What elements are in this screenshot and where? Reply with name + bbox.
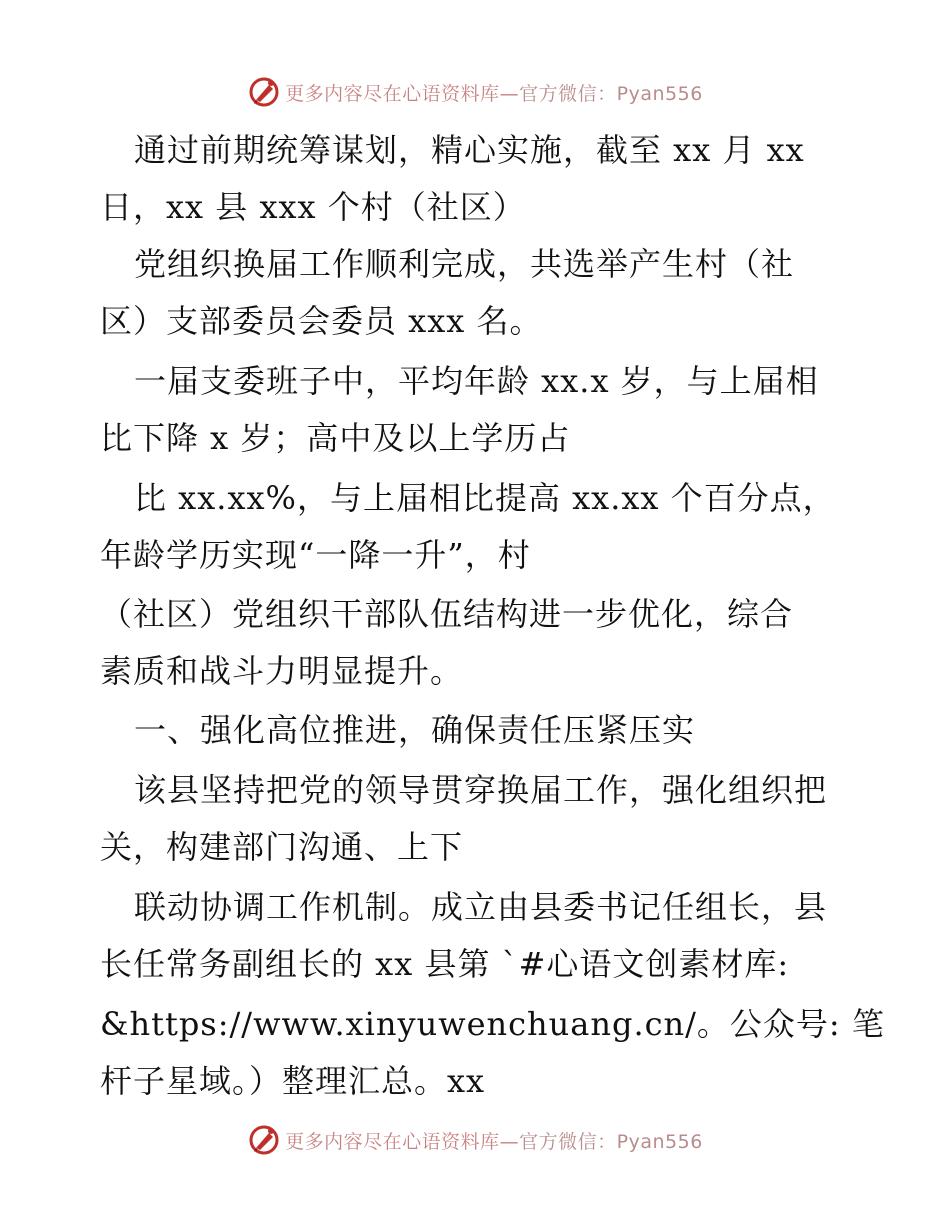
header-banner-main: 更多内容尽在心语资料库 <box>285 82 500 105</box>
text-line: （社区）党组织干部队伍结构进一步优化，综合 <box>100 595 794 633</box>
text-line: 长任常务副组长的 xx 县第 `#心语文创素材库: <box>100 945 790 983</box>
footer-banner-main: 更多内容尽在心语资料库 <box>285 1130 500 1153</box>
text-line: 比 xx.xx%，与上届相比提高 xx.xx 个百分点， <box>134 479 836 517</box>
text-line: 素质和战斗力明显提升。 <box>100 652 464 690</box>
footer-banner-wechat: 官方微信：Pyan556 <box>519 1130 703 1153</box>
text-line: 通过前期统筹谋划，精心实施，截至 xx 月 xx <box>134 131 805 169</box>
footer-banner-separator: — <box>499 1130 520 1153</box>
text-line: 关，构建部门沟通、上下 <box>100 828 464 866</box>
text-line: 一届支委班子中，平均年龄 xx.x 岁，与上届相 <box>134 362 819 400</box>
url-line: &https://www.xinyuwenchuang.cn/。公众号: 笔 <box>100 1005 885 1043</box>
header-banner-separator: — <box>499 82 520 105</box>
text-line: 年龄学历实现“一降一升”，村 <box>100 536 531 574</box>
footer-banner-text <box>285 1127 703 1154</box>
text-line: 日，xx 县 xxx 个村（社区） <box>100 188 526 226</box>
footer-banner <box>0 1120 950 1160</box>
section-heading: 一、强化高位推进，确保责任压紧压实 <box>134 711 696 749</box>
text-line: 区）支部委员会委员 xxx 名。 <box>100 302 543 340</box>
text-line: 杆子星域。）整理汇总。xx <box>100 1062 486 1100</box>
header-banner <box>0 72 950 112</box>
header-banner-wechat: 官方微信：Pyan556 <box>519 82 703 105</box>
text-line: 该县坚持把党的领导贯穿换届工作，强化组织把 <box>134 771 828 809</box>
pen-logo-icon <box>247 1123 281 1157</box>
text-line: 党组织换届工作顺利完成，共选举产生村（社 <box>134 245 795 283</box>
text-line: 联动协调工作机制。成立由县委书记任组长，县 <box>134 888 828 926</box>
header-banner-text <box>285 79 703 106</box>
pen-logo-icon <box>247 75 281 109</box>
text-line: 比下降 x 岁；高中及以上学历占 <box>100 419 571 457</box>
